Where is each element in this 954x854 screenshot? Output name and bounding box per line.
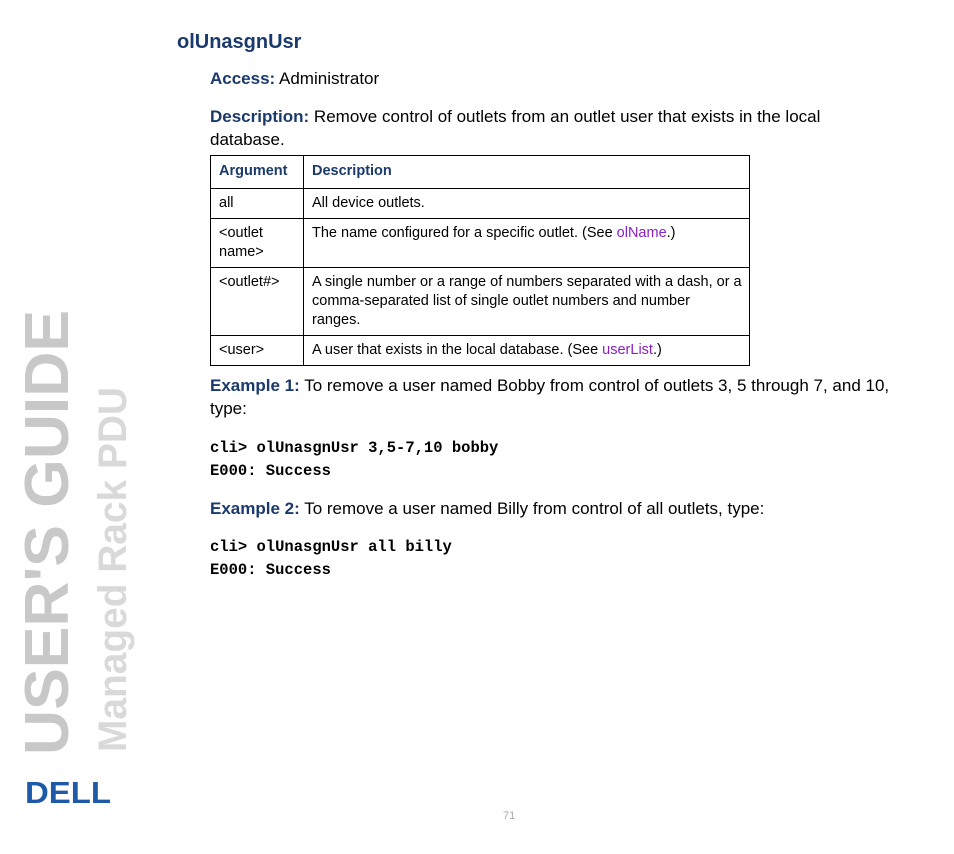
argument-cell: all [211, 189, 304, 219]
description-label: Description: [210, 107, 310, 126]
description-text: Remove control of outlets from an outlet user that exists in the local database. [210, 107, 821, 149]
table-row [211, 219, 750, 268]
argument-header: Argument [211, 156, 304, 189]
example1-code [210, 437, 498, 483]
dell-logo-text: DELL [25, 775, 111, 810]
sidebar-product-subtitle: Managed Rack PDU [91, 376, 135, 752]
example2-label: Example 2: [210, 499, 300, 518]
dell-logo [24, 775, 112, 810]
argument-cell: <outlet#> [211, 268, 304, 336]
userlist-link[interactable]: userList [602, 342, 653, 358]
description-cell: A user that exists in the local database. (See userList.) [304, 336, 750, 366]
description-header: Description [304, 156, 750, 189]
argument-cell: <user> [211, 336, 304, 366]
description-cell: All device outlets. [304, 189, 750, 219]
description-cell: A single number or a range of numbers separated with a dash, or a comma-separated list of single outlet numbers and number ranges. [304, 268, 750, 336]
table-row [211, 268, 750, 336]
table-row [211, 336, 750, 366]
code-line: cli> olUnasgnUsr 3,5-7,10 bobby [210, 439, 499, 457]
example2-text: To remove a user named Billy from control of all outlets, type: [304, 499, 765, 518]
access-paragraph [210, 67, 379, 90]
sidebar-guide-title: USER'S GUIDE [13, 313, 82, 755]
table-row [211, 189, 750, 219]
description-paragraph [210, 105, 890, 151]
description-cell: The name configured for a specific outlet. (See olName.) [304, 219, 750, 268]
example1-label: Example 1: [210, 376, 300, 395]
example1-text: To remove a user named Bobby from control of outlets 3, 5 through 7, and 10, type: [210, 376, 890, 418]
access-text: Administrator [279, 69, 380, 88]
argument-cell: <outlet name> [211, 219, 304, 268]
access-label: Access: [210, 69, 276, 88]
page-number: 71 [503, 810, 516, 822]
example2-code [210, 536, 452, 582]
sidebar-title [13, 310, 135, 755]
page-heading: olUnasgnUsr [177, 31, 302, 53]
code-line: E000: Success [210, 561, 331, 579]
code-line: E000: Success [210, 462, 331, 480]
table-header-row [211, 156, 750, 189]
example1-paragraph [210, 374, 910, 420]
argument-table [210, 155, 750, 366]
olname-link[interactable]: olName [616, 225, 667, 241]
example2-paragraph [210, 497, 910, 520]
code-line: cli> olUnasgnUsr all billy [210, 538, 452, 556]
